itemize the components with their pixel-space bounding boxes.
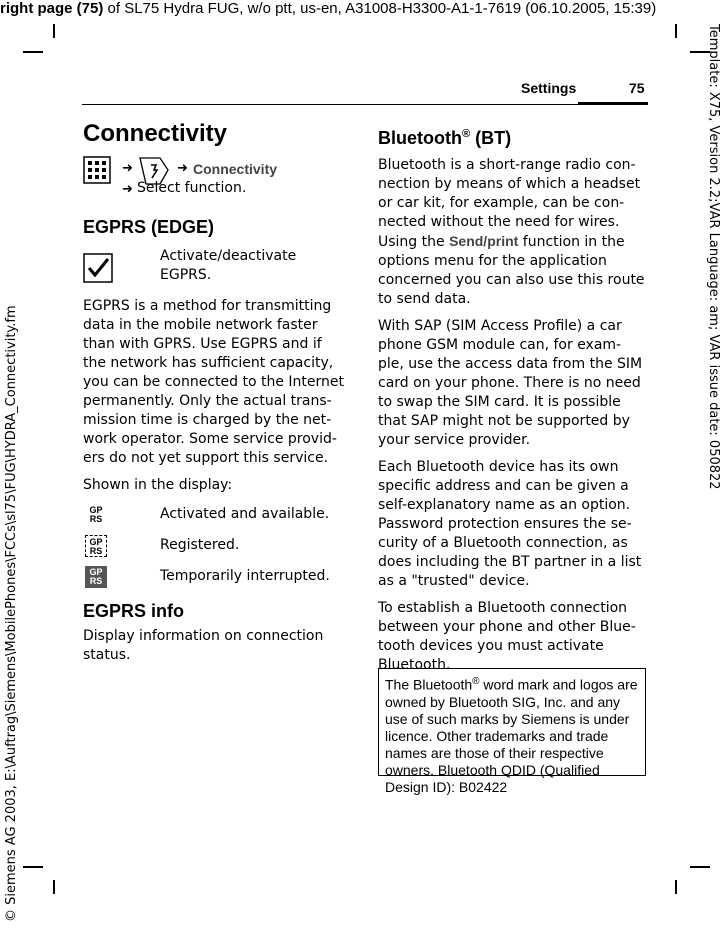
bluetooth-address-paragraph: Each Bluetooth device has its own specific address and can be given a self-explanatory name as an option. Password protection ensures the se-curity of a Bluetooth connection, as does including the BT partner in a list as a "trusted" device. xyxy=(378,459,642,589)
list-item xyxy=(83,536,349,567)
crop-mark xyxy=(675,880,677,894)
menu-path xyxy=(83,156,349,204)
page-header-rest: of SL75 Hydra FUG, w/o ptt, us-en, A31008-H3300-A1-1-7619 (06.10.2005, 15:39) xyxy=(103,0,657,17)
list-item xyxy=(83,505,349,536)
state-text: Temporarily interrupted. xyxy=(160,568,330,584)
egprs-info-text: Display information on connection status. xyxy=(83,628,324,663)
crop-mark xyxy=(23,866,43,868)
menu-path-select: Select function. xyxy=(137,180,247,196)
send-print-option: Send/print xyxy=(449,233,519,249)
menu-path-connectivity: Connectivity xyxy=(193,161,278,177)
state-text: Activated and available. xyxy=(160,506,330,522)
shown-in-display: Shown in the display: xyxy=(83,477,233,493)
crop-mark xyxy=(675,24,677,38)
egprs-info-heading: EGPRS info xyxy=(83,601,185,621)
running-head-page: 75 xyxy=(629,80,645,96)
gprs-icon: GP RS xyxy=(85,566,107,588)
left-column xyxy=(83,120,349,673)
egprs-description: EGPRS is a method for transmitting data in the mobile network faster than with GPRS. Use EGPRS and if the network has sufficient capacity, you can be connected to the Internet permanently. Only the actual trans-mission time is charged by the net-work operator. Some service provid-ers do not yet support this service. xyxy=(83,298,345,466)
page-header-label: right page (75) xyxy=(0,0,104,17)
page-header xyxy=(0,0,656,17)
crop-mark xyxy=(690,866,710,868)
sap-paragraph: With SAP (SIM Access Profile) a car phone GSM module can, for exam-ple, use the access data from the SIM card on your phone. There is no need to swap the SIM card. It is possible that SAP might not be supported by your service provider. xyxy=(378,318,643,448)
crop-mark xyxy=(23,51,43,53)
gprs-icon: GP RS xyxy=(89,505,103,524)
arrow-right-icon: ➜ xyxy=(122,161,133,176)
arrow-right-icon: ➜ xyxy=(177,161,188,176)
page-title: Connectivity xyxy=(83,120,228,147)
trademark-note: The Bluetooth® word mark and logos are owned by Bluetooth SIG, Inc. and any use of such marks by Siemens is under licence. Other trademarks and trade names are those of their respective owners. Bluetooth QDID (Qualified Design ID): B02422 xyxy=(378,668,646,776)
bluetooth-paragraph: Bluetooth is a short-range radio con-nection by means of which a headset or car kit, for example, can be con-nected without the need for wires. Using the Send/print function in the options menu for the application concerned you can also use this route to send data. xyxy=(378,157,645,307)
header-rule xyxy=(82,104,578,105)
list-item xyxy=(83,567,349,598)
right-margin-text: Template: X75, Version 2.2;VAR Language: am; VAR issue date: 050822 xyxy=(706,24,721,490)
running-head-section: Settings xyxy=(521,80,577,96)
left-margin-text: © Siemens AG 2003, E:\Auftrag\Siemens\MobilePhones\FCCs\sl75\FUG\HYDRA_Connectivity.fm xyxy=(4,305,19,922)
right-column xyxy=(378,123,646,683)
crop-mark xyxy=(53,24,55,38)
crop-mark xyxy=(53,880,55,894)
state-text: Registered. xyxy=(160,537,240,553)
egprs-heading: EGPRS (EDGE) xyxy=(83,217,215,237)
header-rule-thick xyxy=(578,102,648,105)
bluetooth-heading: Bluetooth® (BT) xyxy=(378,128,512,148)
egprs-toggle-text: Activate/deactivate EGPRS. xyxy=(160,248,297,283)
menu-grid-icon xyxy=(83,156,111,184)
checkbox-icon xyxy=(83,253,113,283)
gprs-icon: GP RS xyxy=(85,535,107,557)
bluetooth-activate-paragraph: To establish a Bluetooth connection between your phone and other Blue-tooth devices you must activate Bluetooth. xyxy=(378,600,636,673)
egprs-toggle-row xyxy=(83,247,349,293)
arrow-right-icon: ➜ xyxy=(122,182,133,197)
